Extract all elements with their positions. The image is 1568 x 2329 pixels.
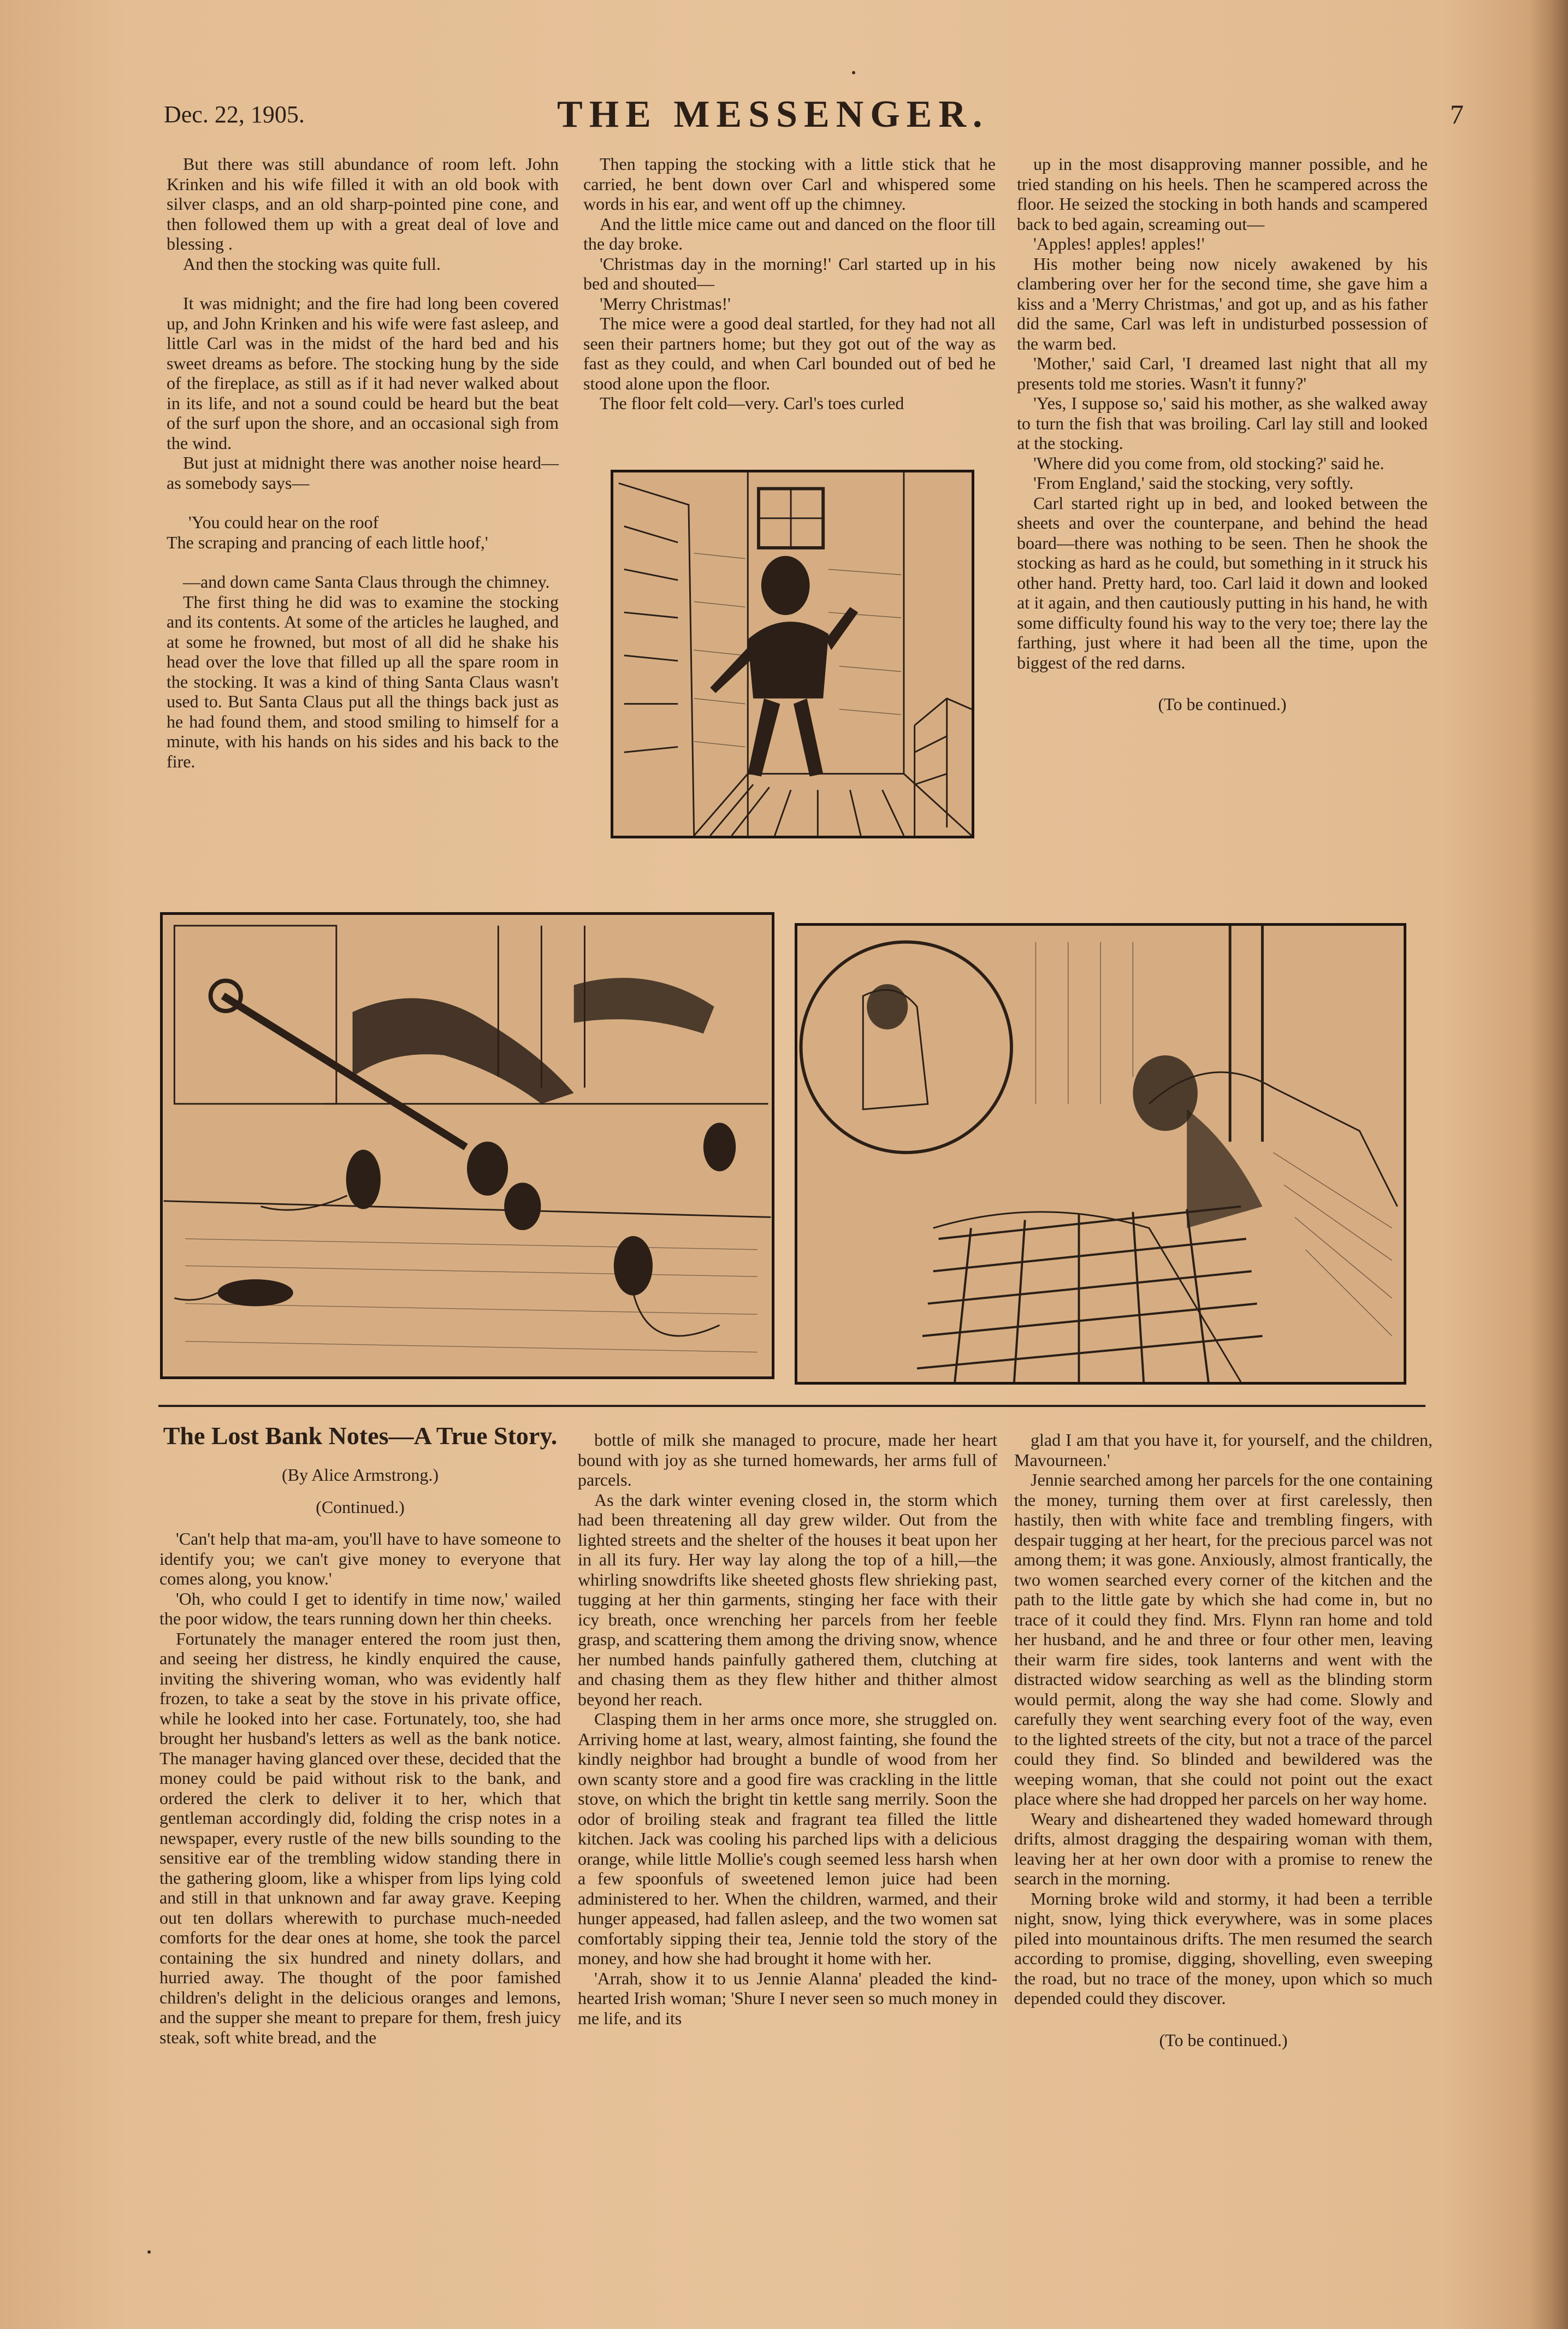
paragraph: 'Yes, I suppose so,' said his mother, as she walked away to turn the fish that was broiling. Carl lay still and looked at the stocking. [1017, 393, 1428, 453]
paragraph: 'Mother,' said Carl, 'I dreamed last night that all my presents told me stories. Wasn't it funny?' [1017, 353, 1428, 393]
paragraph: But just at midnight there was another noise heard—as somebody says— [167, 453, 559, 493]
story-column-3 [1017, 154, 1428, 714]
section-divider [158, 1405, 1425, 1407]
paragraph: 'Oh, who could I get to identify in time now,' wailed the poor widow, the tears running down her thin cheeks. [159, 1588, 561, 1628]
paragraph: 'Merry Christmas!' [600, 293, 731, 314]
page-number: 7 [1450, 99, 1464, 129]
paragraph: 'Can't help that ma-am, you'll have to have someone to identify you; we can't give money to everyone that comes along, you know.' [159, 1529, 561, 1588]
paragraph: The mice were a good deal startled, for they had not all seen their partners home; but they got out of the way as fast as they could, and when Carl bounded out of bed he stood alone upon the floor. [583, 314, 996, 393]
paragraph: Morning broke wild and stormy, it had been a terrible night, snow, lying thick everywhere, was in some places piled into mountainous drifts. The men resumed the search according to promise, digging, shovelling, even sweeping the road, but no trace of the money, upon which so much depended could they discover. [1014, 1888, 1433, 2008]
mice-drawing [163, 915, 772, 1376]
paragraph: bottle of milk she managed to procure, made her heart bound with joy as she turned homewards, her arms full of parcels. [578, 1430, 997, 1489]
paper-speck [147, 2250, 151, 2254]
to-be-continued: (To be continued.) [1159, 2030, 1288, 2050]
santa-drawing [613, 472, 972, 836]
paragraph: —and down came Santa Claus through the chimney. [183, 572, 550, 592]
paragraph: Clasping them in her arms once more, she struggled on. Arriving home at last, weary, almost fainting, she found the kindly neighbor had brought a bundle of wood from her own scanty store and a good fire was crackling in the little stove, on which the bright tin kettle sang merrily. Soon the odor of broiling steak and fragrant tea filled the little kitchen. Jack was cooling his parched lips with a delicious orange, while little Mollie's cough seemed less harsh when a few spoonfuls of sweetened lemon juice had been administered to her. When the children, warmed, and their hunger appeased, had fallen asleep, and the two women sat comfortably sipping their tea, Jennie told the story of the money, and how she had brought it home with her. [578, 1709, 997, 1968]
story-column-1 [167, 154, 559, 771]
paragraph: 'Where did you come from, old stocking?' said he. [1033, 453, 1384, 473]
paragraph: Fortunately the manager entered the room just then, and seeing her distress, he kindly enquired the cause, inviting the shivering woman, who was evidently half frozen, to take a seat by the stove in his private office, while he looked into her case. Fortunately, too, she had brought her husband's letters as well as the bank notice. The manager having glanced over these, decided that the money could be paid without risk to the bank, and ordered the clerk to deliver it to her, which that gentleman accordingly did, folding the crisp notes in a newspaper, every rustle of the new bills sounding to the sensitive ear of the trembling widow standing there in the gathering gloom, like a whisper from lips lying cold and still in that unknown and far away grave. Keeping out ten dollars wherewith to purchase much-needed comforts for the dear ones at home, she took the parcel containing the six hundred and ninety dollars, and hurried away. The thought of the poor famished children's delight in the delicious oranges and lemons, and the supper she meant to prepare for them, fresh juicy steak, soft white bread, and the [159, 1628, 561, 2047]
paragraph: 'Arrah, show it to us Jennie Alanna' pleaded the kind-hearted Irish woman; 'Shure I never seen so much money in me life, and its [578, 1968, 997, 2028]
bed-drawing [797, 926, 1404, 1382]
paragraph: Weary and disheartened they waded homeward through drifts, almost dragging the despairing woman with them, leaving her at her own door with a promise to renew the search in the morning. [1014, 1808, 1433, 1888]
issue-date: Dec. 22, 1905. [164, 101, 305, 128]
page-fold-shadow [1530, 0, 1568, 2329]
boy-in-bed-illustration [795, 923, 1406, 1385]
masthead [164, 93, 1464, 142]
paragraph: Jennie searched among her parcels for the one containing the money, turning them over at first carelessly, then hastily, then with white face and trembling fingers, with despair tugging at her heart, for the precious parcel was not among them; it was gone. Anxiously, almost frantically, the two women searched every corner of the kitchen and the path to the little gate by which she had come in, but no trace of it could they find. Mrs. Flynn ran home and told her husband, and he and three or four other men, leaving their warm fire sides, took lanterns and went with the distracted widow searching as well as the blinding storm would permit, along the way she had come. Slowly and carefully they went searching every foot of the way, even to the lighted streets of the city, but not a trace of the parcel could they find. So blinded and bewildered was the weeping woman, that she could not point out the exact place where she had dropped her parcels on her way home. [1014, 1470, 1433, 1808]
story-column-2 [583, 154, 996, 413]
article2-column-3 [1014, 1430, 1433, 2050]
verse-line: The scraping and prancing of each little hoof,' [167, 532, 488, 552]
paragraph: As the dark winter evening closed in, the storm which had been threatening all day grew wilder. Out from the lighted streets and the shelter of the houses it beat upon her in all its fury. Her way lay along the top of a hill,—the whirling snowdrifts like sheeted ghosts flew shrieking past, tugging at her thin garments, stinging her face with their icy breath, once wrenching her parcels from her feeble grasp, and scattering them among the driving snow, whence her numbed hands painfully gathered them, clutching at and chasing them as they flew hither and thither almost beyond her reach. [578, 1489, 997, 1709]
paragraph: And then the stocking was quite full. [183, 253, 441, 274]
paper-speck [852, 71, 855, 74]
paragraph: And the little mice came out and danced on the floor till the day broke. [583, 214, 996, 253]
paragraph: 'From England,' said the stocking, very softly. [1033, 473, 1354, 493]
paragraph: Carl started right up in bed, and looked between the sheets and over the counterpane, and behind the head board—there was nothing to be seen. Then he shook the stocking as hard as he could, but something in it struck his other hand. Pretty hard, too. Carl laid it down and looked at it again, and then cautiously putting in his hand, he with some difficulty found his way to the very toe; there lay the farthing, just where it had been all the time, upon the biggest of the red darns. [1017, 493, 1428, 672]
byline: (By Alice Armstrong.) [281, 1465, 439, 1485]
mice-dancing-illustration [160, 912, 774, 1379]
paragraph: glad I am that you have it, for yourself, and the children, Mavourneen.' [1014, 1430, 1433, 1470]
article-title: The Lost Bank Notes—A True Story. [163, 1422, 558, 1450]
paragraph: The first thing he did was to examine the stocking and its contents. At some of the articles he laughed, and at some he frowned, but most of all did he shake his head over the love that filled up all the spare room in the stocking. It was a kind of thing Santa Claus wasn't used to. But Santa Claus put all the things back just as he had found them, and stood smiling to himself for a minute, with his hands on his sides and his back to the fire. [167, 592, 559, 771]
verse-line: 'You could hear on the roof [188, 512, 379, 532]
newspaper-title: THE MESSENGER. [557, 93, 989, 135]
article2-column-1 [159, 1420, 561, 2047]
paragraph: Then tapping the stocking with a little stick that he carried, he bent down over Carl and whispered some words in his ear, and went off up the chimney. [583, 154, 996, 214]
paragraph: The floor felt cold—very. Carl's toes curled [600, 393, 904, 413]
paragraph: But there was still abundance of room left. John Krinken and his wife filled it with an old book with silver clasps, and an old sharp-pointed pine cone, and then followed them up with a great deal of love and blessing . [167, 154, 559, 253]
santa-in-doorway-illustration [611, 470, 974, 838]
paragraph: 'Apples! apples! apples!' [1033, 234, 1205, 253]
paragraph: 'Christmas day in the morning!' Carl started up in his bed and shouted— [583, 253, 996, 293]
continued-label: (Continued.) [316, 1497, 405, 1517]
article2-column-2 [578, 1430, 997, 2028]
paragraph: up in the most disapproving manner possible, and he tried standing on his heels. Then he scampered across the floor. He seized the stocking in both hands and scampered back to bed again, screaming out— [1017, 154, 1428, 234]
paragraph: His mother being now nicely awakened by his clambering over her for the second time, she gave him a kiss and a 'Merry Christmas,' and got up, and as his father did the same, Carl was left in undisturbed possession of the warm bed. [1017, 253, 1428, 353]
paragraph: It was midnight; and the fire had long been covered up, and John Krinken and his wife were fast asleep, and little Carl was in the midst of the hard bed and his sweet dreams as before. The stocking hung by the side of the fireplace, as still as if it had never walked about in its life, and not a sound could be heard but the beat of the surf upon the shore, and an occasional sigh from the wind. [167, 293, 559, 453]
to-be-continued: (To be continued.) [1158, 694, 1287, 714]
